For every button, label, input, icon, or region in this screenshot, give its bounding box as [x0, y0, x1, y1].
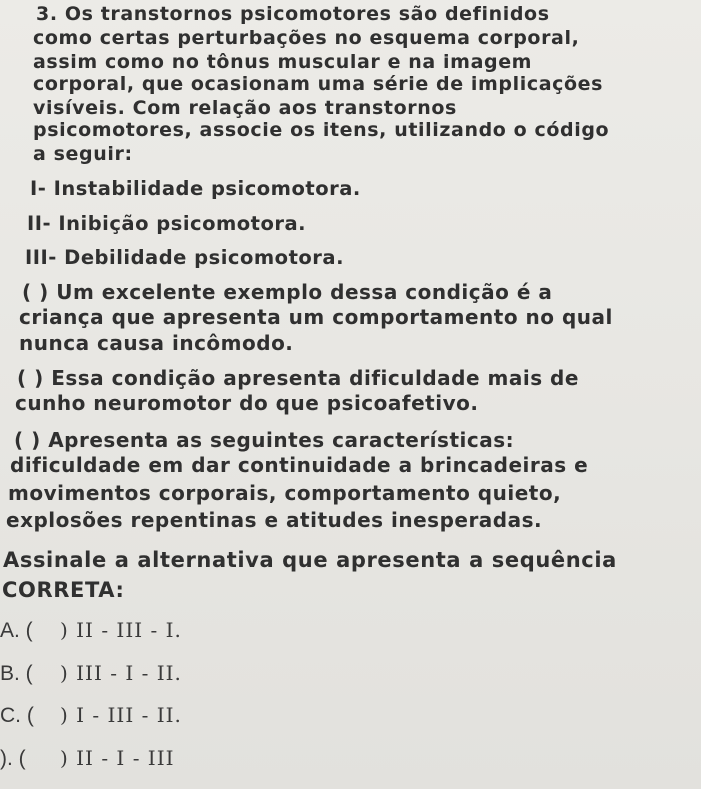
item-ii: II- Inibição psicomotora.: [27, 212, 307, 235]
statement-2-line: cunho neuromotor do que psicoafetivo.: [15, 391, 479, 415]
option-c[interactable]: [0, 703, 182, 728]
statement-2-line: ( ) Essa condição apresenta dificuldade mais de: [17, 366, 579, 390]
option-a-marker: A. (: [0, 619, 33, 642]
statement-1-line: criança que apresenta um comportamento no qual: [19, 305, 613, 329]
question-line: corporal, que ocasionam uma série de implicações: [33, 73, 604, 95]
question-line: a seguir:: [33, 143, 133, 165]
instruction-line: Assinale a alternativa que apresenta a sequência: [3, 548, 617, 572]
question-line: como certas perturbações no esquema corporal,: [33, 27, 580, 49]
option-b-text: ) III - I - II.: [60, 661, 182, 685]
item-iii: III- Debilidade psicomotora.: [25, 246, 344, 269]
question-line: assim como no tônus muscular e na imagem: [33, 51, 533, 73]
option-d[interactable]: [0, 746, 175, 771]
option-b[interactable]: [0, 661, 182, 686]
statement-1-line: nunca causa incômodo.: [19, 331, 294, 355]
statement-3-line: explosões repentinas e atitudes inesperadas.: [6, 508, 543, 532]
option-a[interactable]: [0, 618, 182, 643]
option-b-marker: B. (: [0, 662, 33, 685]
question-line: visíveis. Com relação aos transtornos: [33, 97, 457, 119]
statement-3-line: ( ) Apresenta as seguintes características:: [14, 428, 515, 452]
question-line: 3. Os transtornos psicomotores são definidos: [36, 3, 550, 25]
question-line: psicomotores, associe os itens, utilizando o código: [33, 119, 610, 141]
instruction-line: CORRETA:: [2, 578, 125, 602]
item-i: I- Instabilidade psicomotora.: [30, 177, 361, 200]
option-c-text: ) I - III - II.: [60, 703, 182, 727]
statement-3-line: dificuldade em dar continuidade a brincadeiras e: [10, 453, 589, 477]
option-d-marker: ). (: [0, 747, 26, 770]
statement-3-line: movimentos corporais, comportamento quieto,: [8, 481, 562, 505]
option-a-text: ) II - III - I.: [60, 618, 182, 642]
statement-1-line: ( ) Um excelente exemplo dessa condição é a: [22, 280, 553, 304]
option-c-marker: C. (: [0, 704, 34, 727]
option-d-text: ) II - I - III: [60, 746, 175, 770]
